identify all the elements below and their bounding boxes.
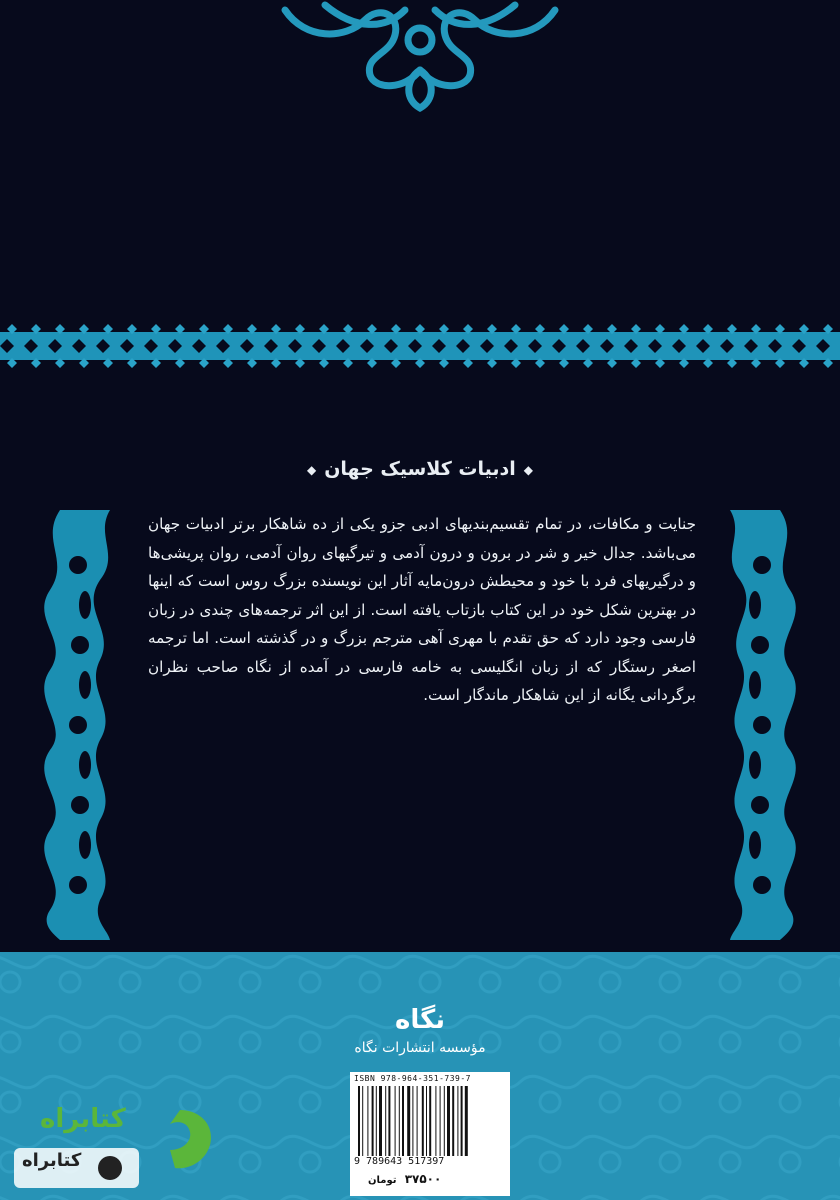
right-ornament-panel (712, 510, 840, 940)
diamond-icon: ◆ (523, 462, 534, 477)
series-title-text: ادبیات کلاسیک جهان (324, 458, 516, 480)
decorative-band (0, 322, 840, 370)
arabesque-icon (712, 510, 840, 940)
publisher-block (320, 998, 520, 1056)
price-value: ۳۷۵۰۰ (404, 1172, 442, 1186)
diamond-icon: ◆ (306, 462, 317, 477)
watermark-brand-small: کتابراه (22, 1150, 82, 1171)
barcode-number: 9 789643 517397 (354, 1156, 445, 1167)
publisher-logo-icon (380, 998, 460, 1038)
series-title (0, 458, 840, 480)
svg-text:نگاه: نگاه (395, 1005, 445, 1035)
arabesque-icon (0, 510, 128, 940)
price-currency: تومان (368, 1175, 397, 1186)
barcode-bars (356, 1086, 504, 1156)
watermark-brand: کتابراه (40, 1104, 126, 1134)
publisher-name: مؤسسه انتشارات نگاه (354, 1040, 486, 1056)
price (368, 1172, 441, 1186)
top-ornament-icon (265, 0, 575, 115)
book-description: جنایت و مکافات، در تمام تقسیم‌بندیهای ادبی جزو یکی از ده شاهکار برتر ادبیات جهان می‌باشد. جدال خیر و شر در برون و درون آدمی و تیرگیهای روان آدمی، روان پریشی‌ها و درگیریهای فرد با خود و محیطش درون‌مایه آثار این نویسنده بزرگ روس است که اینها در بهترین شکل خود در این کتاب بازتاب یافته است. از این اثر ترجمه‌های چندی در زبان فارسی وجود دارد که حق تقدم با مهری آهی مترجم بزرگ و در گذشته است. اما ترجمه اصغر رستگار که از زبان انگلیسی به خامه فارسی در آمده از نگاه صاحب نظران برگردانی یگانه از این شاهکار ماندگار است. (148, 515, 696, 704)
left-ornament-panel (0, 510, 128, 940)
isbn-text: ISBN 978-964-351-739-7 (354, 1074, 471, 1083)
barcode-label (350, 1072, 510, 1196)
